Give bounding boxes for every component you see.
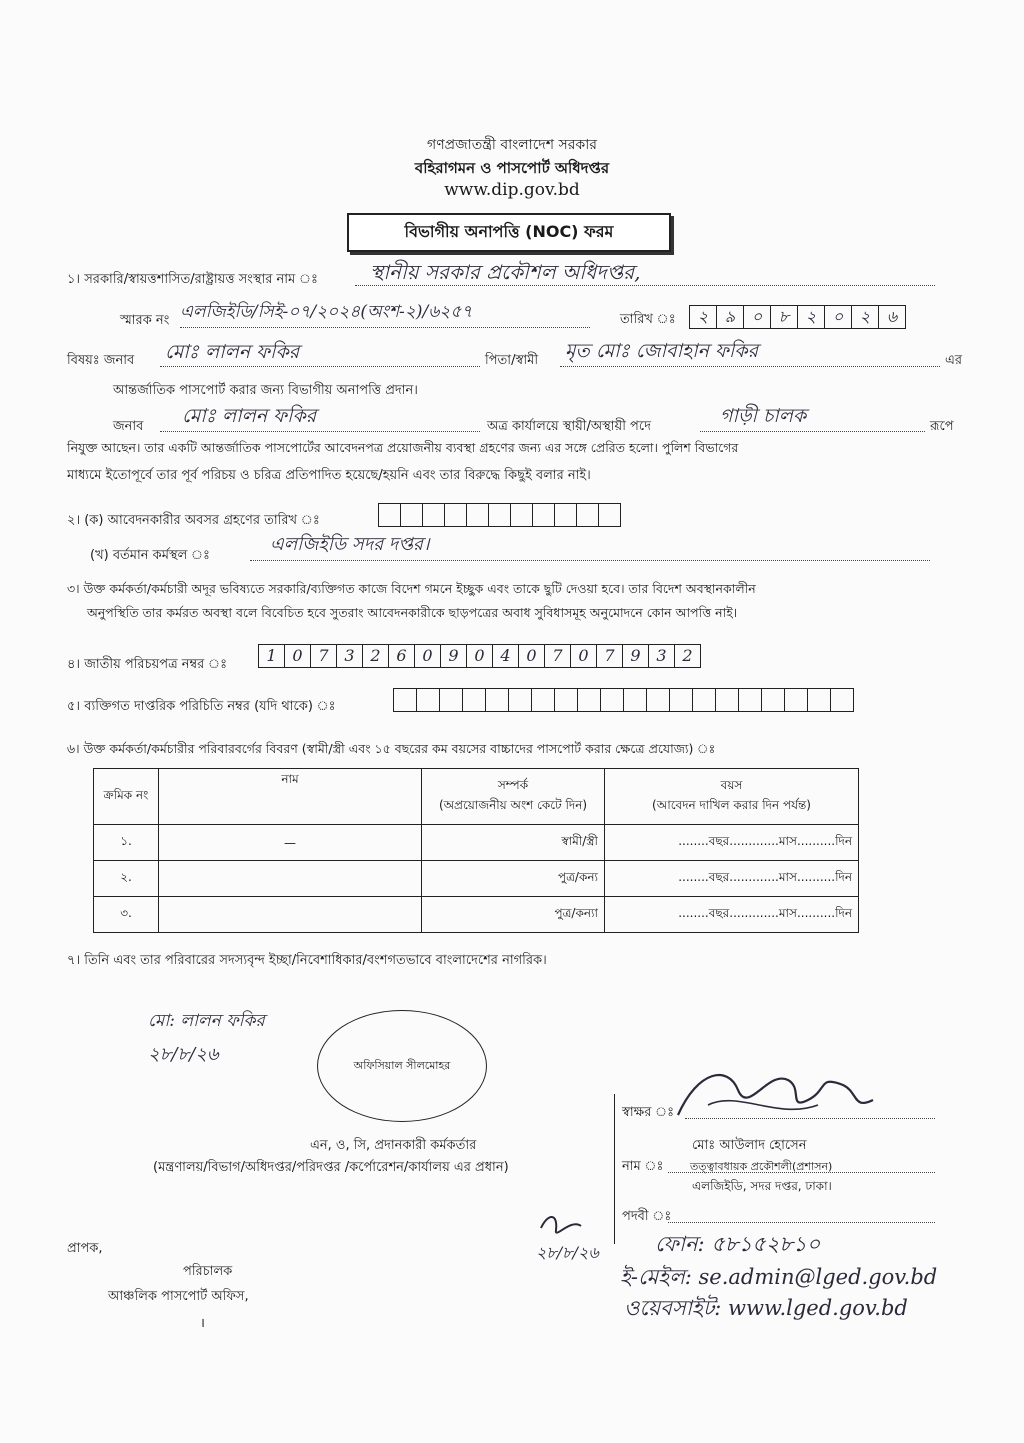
row-name — [159, 861, 422, 897]
header-age — [605, 769, 859, 825]
table-row — [94, 825, 859, 861]
digit-box — [485, 688, 508, 712]
post-name: গাড়ী চালক — [720, 405, 807, 427]
signature-label: স্বাক্ষর ঃ — [622, 1105, 675, 1120]
row-name: — — [159, 825, 422, 861]
noc-officer-line2: (মন্ত্রণালয়/বিভাগ/অধিদপ্তর/পরিদপ্তর /কর্পোরেশন/কার্যালয় এর প্রধান) — [153, 1160, 509, 1175]
digit-box: ২ — [851, 305, 878, 329]
digit-box — [532, 503, 554, 527]
subject-name: মোঃ লালন ফকির — [165, 341, 300, 363]
digit-box — [600, 688, 623, 712]
recipient-line1: প্রাপক, — [67, 1241, 103, 1256]
digit-box — [444, 503, 466, 527]
header-relation — [422, 769, 605, 825]
header-age-sub: (আবেদন দাখিল করার দিন পর্যন্ত) — [652, 797, 811, 812]
digit-box — [466, 503, 488, 527]
signature-divider — [614, 1094, 615, 1244]
official-seal — [317, 1010, 487, 1122]
row-age: ........বছর.............মাস..........দিন — [605, 825, 859, 861]
recipient-line2: পরিচালক — [183, 1264, 233, 1279]
row-name — [159, 897, 422, 933]
subject-line2: আন্তর্জাতিক পাসপোর্ট করার জন্য বিভাগীয় অনাপত্তি প্রদান। — [113, 383, 418, 398]
digit-box: 7 — [596, 644, 622, 668]
digit-box — [531, 688, 554, 712]
row-relation: পুত্র/কন্যা — [422, 897, 605, 933]
row-serial: ১. — [94, 825, 159, 861]
digit-box — [400, 503, 422, 527]
row-age: ........বছর.............মাস..........দিন — [605, 861, 859, 897]
digit-box — [422, 503, 444, 527]
as-text: রূপে — [930, 419, 954, 434]
retirement-date-boxes — [378, 503, 621, 527]
digit-box: ২ — [689, 305, 716, 329]
date-boxes — [689, 305, 906, 329]
recipient-line3: আঞ্চলিক পাসপোর্ট অফিস, — [108, 1289, 249, 1304]
digit-box: 3 — [648, 644, 674, 668]
item4-label: ৪। জাতীয় পরিচয়পত্র নম্বর ঃ — [67, 657, 228, 672]
mr-label: জনাব — [113, 419, 144, 434]
family-table — [93, 768, 859, 933]
digit-box: ০ — [743, 305, 770, 329]
row-relation: পুত্র/কন্য — [422, 861, 605, 897]
seal-label: অফিসিয়াল সীলমোহর — [353, 1058, 451, 1072]
digit-box: 0 — [570, 644, 596, 668]
digit-box — [830, 688, 854, 712]
digit-box: ৯ — [716, 305, 743, 329]
row-age: ........বছর.............মাস..........দিন — [605, 897, 859, 933]
header-serial: ক্রমিক নং — [94, 769, 159, 825]
header-relation-sub: (অপ্রয়োজনীয় অংশ কেটে দিন) — [438, 797, 588, 812]
digit-box: 7 — [544, 644, 570, 668]
digit-box: 7 — [310, 644, 336, 668]
digit-box: 0 — [414, 644, 440, 668]
digit-box — [508, 688, 531, 712]
digit-box — [378, 503, 400, 527]
item6-label: ৬। উক্ত কর্মকর্তা/কর্মচারীর পরিবারবর্গের বিবরণ (স্বামী/স্ত্রী এবং ১৫ বছরের কম বয়সের বাচ্চাদের পাসপোর্ট করার ক্ষেত্রে প্রযোজ্য) ঃ — [67, 741, 716, 756]
website: www.dip.gov.bd — [444, 180, 580, 200]
digit-box: 0 — [518, 644, 544, 668]
form-title: বিভাগীয় অনাপত্তি (NOC) ফরম — [347, 213, 671, 252]
subject-suffix: এর — [945, 353, 963, 368]
initials-scribble — [536, 1208, 586, 1244]
header-name: নাম — [159, 769, 422, 825]
digit-box — [807, 688, 830, 712]
digit-box — [393, 688, 416, 712]
digit-box — [554, 688, 577, 712]
personal-id-boxes — [393, 688, 854, 712]
digit-box: 0 — [466, 644, 492, 668]
officer-name: মোঃ আউলাদ হোসেন — [692, 1138, 807, 1153]
parent-label: পিতা/স্বামী — [485, 353, 539, 368]
contact-web: ওয়েবসাইট: www.lged.gov.bd — [624, 1296, 908, 1320]
digit-box — [416, 688, 439, 712]
digit-box — [554, 503, 576, 527]
item5-label: ৫। ব্যক্তিগত দাপ্তরিক পরিচিতি নম্বর (যদি থাকে) ঃ — [67, 699, 336, 714]
gov-name: গণপ্রজাতন্ত্রী বাংলাদেশ সরকার — [427, 137, 597, 153]
digit-box: 2 — [362, 644, 388, 668]
item2b-label: (খ) বর্তমান কর্মস্থল ঃ — [90, 548, 210, 563]
contact-date: ২৮/৮/২৬ — [536, 1243, 599, 1262]
workplace-value: এলজিইডি সদর দপ্তর। — [270, 534, 430, 555]
office-text: অত্র কার্যালয়ে স্থায়ী/অস্থায়ী পদে — [487, 419, 651, 434]
body-para1: নিযুক্ত আছেন। তার একটি আন্তর্জাতিক পাসপোর্টের আবেদনপত্র প্রয়োজনীয় ব্যবস্থা গ্রহণের জন্য এর সঙ্গে প্রেরিত হলো। পুলিশ বিভাগের — [67, 440, 739, 455]
digit-box: 1 — [258, 644, 284, 668]
name-label: নাম ঃ — [622, 1159, 664, 1174]
table-row — [94, 897, 859, 933]
row-relation: স্বামী/স্ত্রী — [422, 825, 605, 861]
item3-line2: অনুপস্থিতি তার কর্মরত অবস্থা বলে বিবেচিত হবে সুতরাং আবেদনকারীকে ছাড়পত্রের অবাধ সুবিধাসমূহ অনুমোদনে কোন আপত্তি নাই। — [87, 605, 738, 620]
org-name-handwritten: স্থানীয় সরকার প্রকৌশল অধিদপ্তর, — [370, 260, 641, 284]
digit-box — [576, 503, 598, 527]
digit-box: 6 — [388, 644, 414, 668]
digit-box — [488, 503, 510, 527]
digit-box — [784, 688, 807, 712]
memo-number: এলজিইডি/সিই-০৭/২০২৪(অংশ-২)/৬২৫৭ — [180, 302, 473, 322]
item2a-label: ২। (ক) আবেদনকারীর অবসর গ্রহণের তারিখ ঃ — [67, 513, 320, 528]
nid-boxes — [258, 644, 701, 668]
mr-name: মোঃ লালন ফকির — [182, 405, 317, 427]
signature-scribble — [668, 1060, 888, 1130]
noc-officer-line1: এন, ও, সি, প্রদানকারী কর্মকর্তার — [310, 1138, 477, 1153]
parent-name: মৃত মোঃ জোবাহান ফকির — [565, 340, 759, 362]
digit-box: ০ — [824, 305, 851, 329]
header-relation-text: সম্পর্ক — [497, 777, 529, 792]
digit-box: ৬ — [878, 305, 906, 329]
contact-phone: ফোন: ৫৮১৫২৮১০ — [655, 1232, 821, 1256]
digit-box — [439, 688, 462, 712]
item3-line1: ৩। উক্ত কর্মকর্তা/কর্মচারী অদূর ভবিষ্যতে সরকারি/ব্যক্তিগত কাজে বিদেশ গমনে ইচ্ছুক এবং তাকে ছুটি দেওয়া হবে। তার বিদেশ অবস্থানকালীন — [67, 581, 756, 596]
row-serial: ৩. — [94, 897, 159, 933]
subject-label: বিষয়ঃ জনাব — [67, 353, 135, 368]
digit-box — [669, 688, 692, 712]
digit-box — [598, 503, 621, 527]
digit-box: ২ — [797, 305, 824, 329]
digit-box — [510, 503, 532, 527]
department-name: বহিরাগমন ও পাসপোর্ট অধিদপ্তর — [414, 159, 610, 177]
left-note-name: মো: লালন ফকির — [148, 1011, 265, 1031]
item7-label: ৭। তিনি এবং তার পরিবারের সদস্যবৃন্দ ইচ্ছা/নিবেশাধিকার/বংশগতভাবে বাংলাদেশের নাগরিক। — [67, 953, 547, 968]
body-para2: মাধ্যমে ইতোপূর্বে তার পূর্ব পরিচয় ও চরিত্র প্রতিপাদিত হয়েছে/হয়নি এবং তার বিরুদ্ধে কিছুই বলার নাই। — [67, 468, 591, 483]
memo-label: স্মারক নং — [120, 313, 170, 328]
digit-box — [577, 688, 600, 712]
row-serial: ২. — [94, 861, 159, 897]
digit-box — [462, 688, 485, 712]
digit-box: 2 — [674, 644, 701, 668]
digit-box — [761, 688, 784, 712]
item1-label: ১। সরকারি/স্বায়ত্তশাসিত/রাষ্ট্রায়ত্ত সংস্থার নাম ঃ — [67, 272, 318, 287]
post-label: পদবী ঃ — [622, 1209, 672, 1224]
digit-box: 4 — [492, 644, 518, 668]
digit-box — [623, 688, 646, 712]
digit-box: ৮ — [770, 305, 797, 329]
digit-box: 0 — [284, 644, 310, 668]
digit-box — [715, 688, 738, 712]
digit-box: 9 — [622, 644, 648, 668]
table-row — [94, 861, 859, 897]
digit-box — [646, 688, 669, 712]
date-label: তারিখ ঃ — [620, 312, 676, 327]
digit-box — [692, 688, 715, 712]
contact-email: ই-মেইল: se.admin@lged.gov.bd — [620, 1265, 938, 1289]
recipient-line4: । — [200, 1316, 205, 1331]
left-note-date: ২৮/৮/২৬ — [148, 1044, 219, 1065]
header-age-text: বয়স — [720, 777, 743, 792]
digit-box — [738, 688, 761, 712]
digit-box: 3 — [336, 644, 362, 668]
digit-box: 9 — [440, 644, 466, 668]
officer-office: এলজিইডি, সদর দপ্তর, ঢাকা। — [692, 1179, 832, 1193]
officer-designation: তত্ত্বাবধায়ক প্রকৌশলী(প্রশাসন) — [690, 1160, 833, 1173]
